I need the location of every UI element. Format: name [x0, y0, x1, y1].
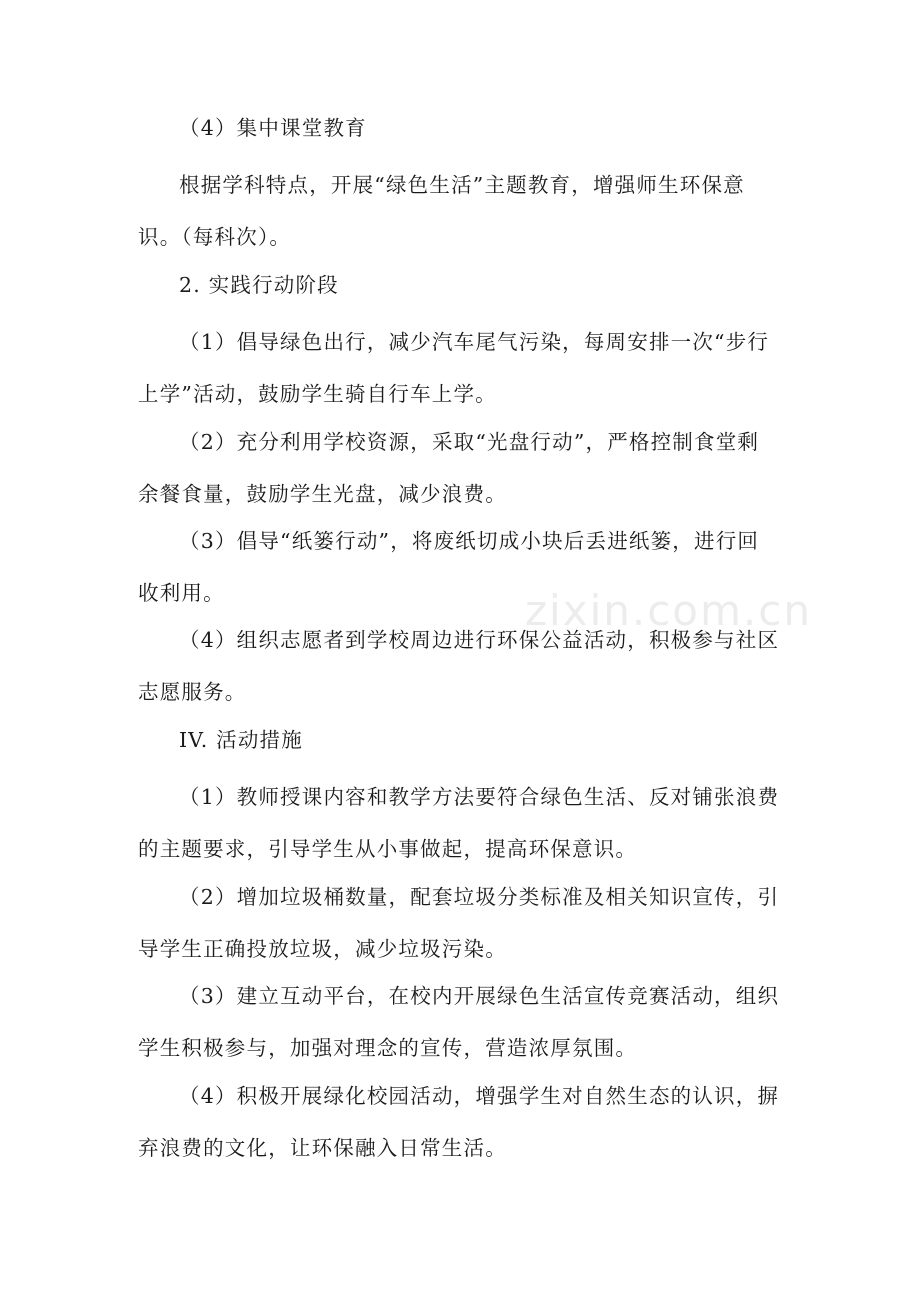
paragraph-greening-campus: （4）积极开展绿化校园活动，增强学生对自然生态的认识，摒弃浪费的文化，让环保融入日常生活。 [138, 1084, 780, 1160]
paragraph-subject-theme-education: 根据学科特点，开展“绿色生活”主题教育，增强师生环保意识。（每科次）。 [138, 173, 745, 249]
paragraph-paper-basket: （3）倡导“纸篓行动”，将废纸切成小块后丢进纸篓，进行回收利用。 [138, 529, 760, 605]
paragraph-4-classroom-education: （4）集中课堂教育 [179, 116, 367, 140]
paragraph-interactive-platform: （3）建立互动平台，在校内开展绿色生活宣传竞赛活动，组织学生积极参与，加强对理念的宣传，营造浓厚氛围。 [138, 984, 780, 1060]
section-heading-practice-stage: 2. 实践行动阶段 [179, 273, 339, 297]
paragraph-green-travel: （1）倡导绿色出行，减少汽车尾气污染，每周安排一次“步行上学”活动，鼓励学生骑自行车上学。 [138, 330, 770, 406]
paragraph-trash-bins: （2）增加垃圾桶数量，配套垃圾分类标准及相关知识宣传，引导学生正确投放垃圾，减少垃圾污染。 [138, 885, 780, 961]
paragraph-clean-plate: （2）充分利用学校资源，采取“光盘行动”，严格控制食堂剩余餐食量，鼓励学生光盘，减少浪费。 [138, 430, 760, 506]
watermark: zixin.com.cn [525, 586, 812, 635]
paragraph-volunteers: （4）组织志愿者到学校周边进行环保公益活动，积极参与社区志愿服务。 [138, 628, 780, 704]
section-heading-measures: IV. 活动措施 [179, 728, 303, 752]
paragraph-teaching-content: （1）教师授课内容和教学方法要符合绿色生活、反对铺张浪费的主题要求，引导学生从小事做起，提高环保意识。 [138, 785, 780, 861]
